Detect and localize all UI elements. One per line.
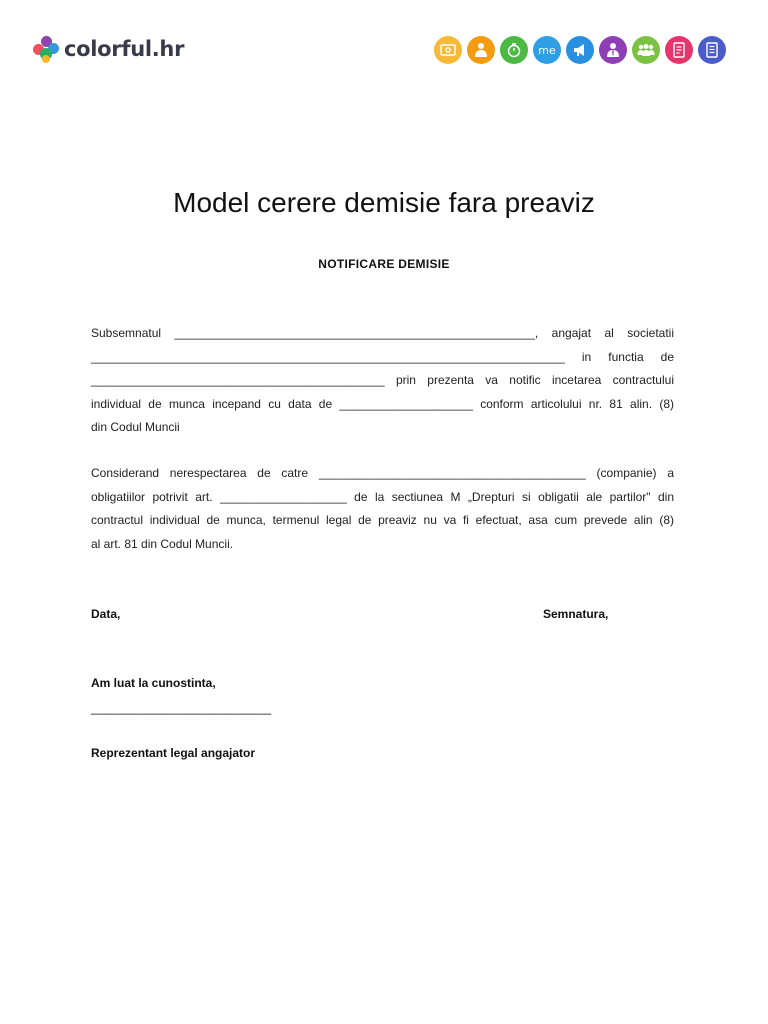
paragraph-justification — [91, 462, 674, 556]
paragraph-line: _______________________________________________________________________ in functia de — [91, 349, 674, 364]
paragraph-line: ____________________________________________ prin prezenta va notific incetarea contractului — [91, 373, 674, 387]
paragraph-line: obligatiilor potrivit art. ___________________ de la sectiunea M „Drepturi si obligatii ale partilor" din — [91, 489, 674, 504]
stopwatch-icon[interactable] — [500, 36, 528, 64]
logo-text: colorful.hr — [64, 37, 185, 61]
app-icons-bar — [434, 36, 726, 64]
paragraph-line: Subsemnatul ______________________________________________________, angajat al societatii — [91, 326, 674, 340]
money-icon[interactable] — [434, 36, 462, 64]
colorful-hr-logo[interactable] — [33, 33, 184, 65]
document-title: Model cerere demisie fara preaviz — [173, 187, 595, 218]
document-icon[interactable] — [698, 36, 726, 64]
person-icon[interactable] — [467, 36, 495, 64]
team-icon[interactable] — [632, 36, 660, 64]
megaphone-icon[interactable] — [566, 36, 594, 64]
signature-blank-line: ___________________________ — [91, 701, 272, 715]
employer-representative-label: Reprezentant legal angajator — [91, 746, 256, 760]
logo-mark-icon — [33, 34, 61, 64]
paragraph-line: din Codul Muncii — [91, 420, 180, 434]
me-icon[interactable]: me — [533, 36, 561, 64]
paragraph-resignation — [91, 322, 674, 440]
acknowledged-label: Am luat la cunostinta, — [91, 676, 216, 690]
paragraph-line: al art. 81 din Codul Muncii. — [91, 536, 234, 551]
paragraph-line: individual de munca incepand cu data de ____________________ conform articolului nr. 81 alin. (8) — [91, 396, 674, 411]
form-icon[interactable] — [665, 36, 693, 64]
paragraph-line: Considerand nerespectarea de catre ________________________________________ (companie) a — [91, 466, 674, 480]
header — [0, 0, 768, 100]
date-label: Data, — [91, 607, 121, 621]
document-subtitle: NOTIFICARE DEMISIE — [318, 257, 450, 271]
signature-label: Semnatura, — [543, 607, 609, 621]
person-tie-icon[interactable] — [599, 36, 627, 64]
paragraph-line: contractul individual de munca, termenul legal de preaviz nu va fi efectuat, asa cum prevede alin (8) — [91, 513, 674, 527]
